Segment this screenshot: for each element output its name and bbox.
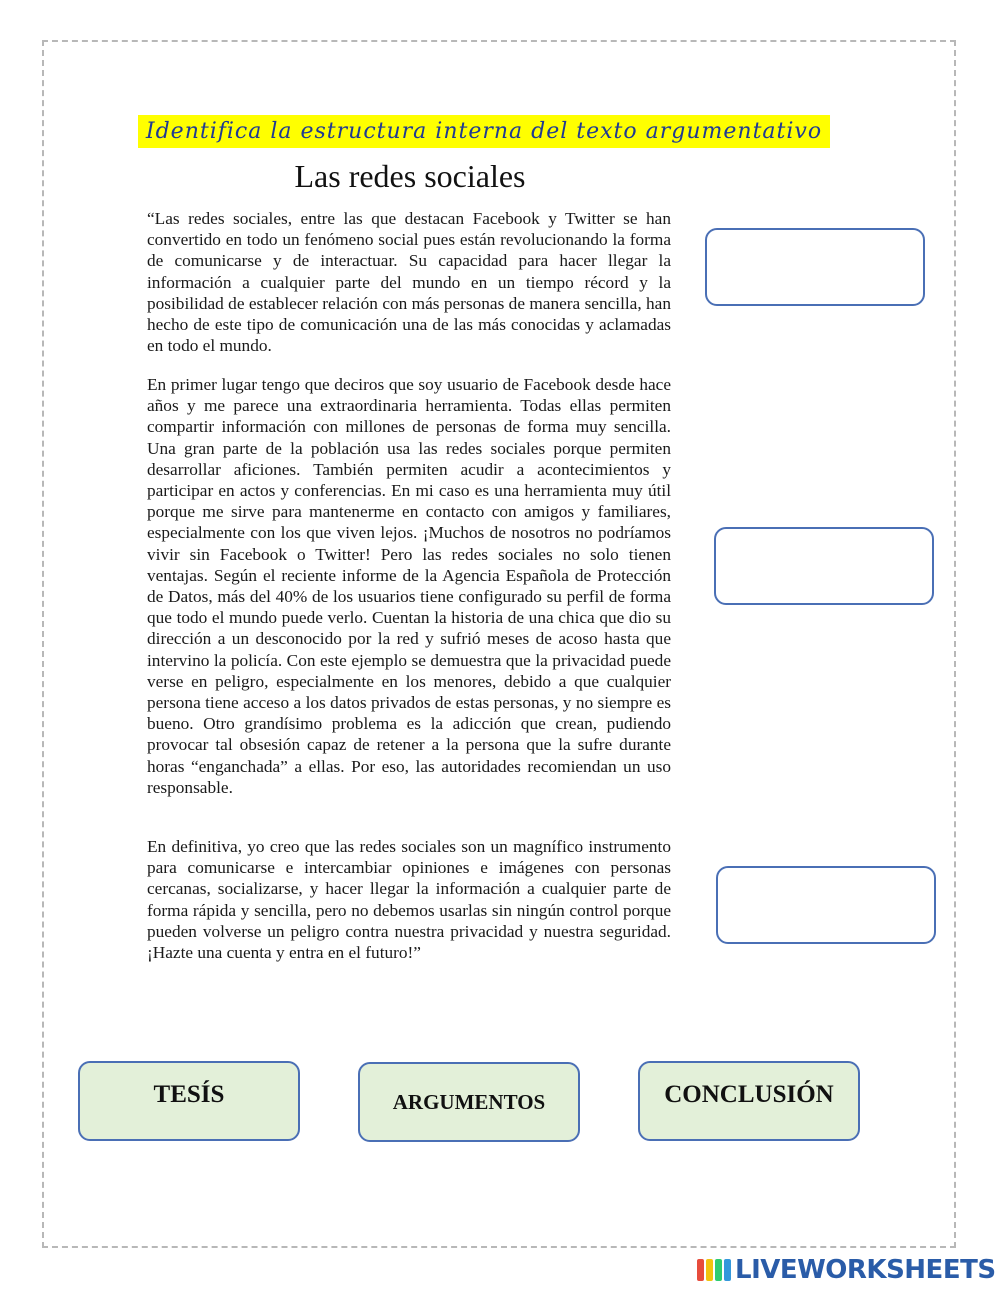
option-conclusion[interactable]: CONCLUSIÓN bbox=[638, 1061, 860, 1141]
logo-bar-i bbox=[706, 1259, 713, 1281]
logo-bar-e bbox=[724, 1259, 731, 1281]
drop-zone-2[interactable] bbox=[714, 527, 934, 605]
brand-name: LIVEWORKSHEETS bbox=[735, 1255, 996, 1285]
paragraph-arguments: En primer lugar tengo que deciros que soy usuario de Facebook desde hace años y me parece una extraordinaria herramienta. Todas ellas permiten compartir información con millones de personas de forma muy sencilla. Una gran parte de la población usa las redes sociales porque permiten desarrollar aficiones. También permiten acudir a acontecimientos y participar en actos y conferencias. En mi caso es una herramienta muy útil porque me sirve para mantenerme en contacto con amigos y familiares, especialmente con los que viven lejos. ¡Muchos de nosotros no podríamos vivir sin Facebook o Twitter! Pero las redes sociales no solo tienen ventajas. Según el reciente informe de la Agencia Española de Protección de Datos, más del 40% de los usuarios tiene configurado su perfil de forma que todo el mundo puede verlo. Cuentan la historia de una chica que dio su dirección a un desconocido por la red y sufrió meses de acoso hasta que intervino la policía. Con este ejemplo se demuestra que la privacidad puede verse en peligro, especialmente en los menores, debido a que cualquier persona tiene acceso a los datos privados de estas personas, y no siempre es bueno. Otro grandísimo problema es la adicción que crean, pudiendo provocar tal obsesión capaz de retener a la persona que la sufre durante horas “enganchada” a ellas. Por eso, las autoridades recomiendan un uso responsable. bbox=[147, 375, 671, 797]
paragraph-conclusion: En definitiva, yo creo que las redes sociales son un magnífico instrumento para comunicarse e intercambiar opiniones e imágenes con personas cercanas, socializarse, y hacer llegar la información a cualquier parte de forma rápida y sencilla, pero no debemos usarlas sin ningún control porque pueden volverse un peligro contra nuestra privacidad y nuestra seguridad. ¡Hazte una cuenta y entra en el futuro!” bbox=[147, 837, 671, 963]
option-tesis[interactable]: TESÍS bbox=[78, 1061, 300, 1141]
liveworksheets-logo bbox=[697, 1254, 996, 1286]
logo-bar-l bbox=[697, 1259, 704, 1281]
drop-zone-3[interactable] bbox=[716, 866, 936, 944]
liveworksheets-logo-icon bbox=[697, 1259, 731, 1281]
page-title: Las redes sociales bbox=[294, 158, 526, 194]
drop-zone-1[interactable] bbox=[705, 228, 925, 306]
logo-bar-v bbox=[715, 1259, 722, 1281]
instruction-heading: Identifica la estructura interna del texto argumentativo bbox=[138, 115, 830, 148]
option-argumentos[interactable]: ARGUMENTOS bbox=[358, 1062, 580, 1142]
paragraph-thesis: “Las redes sociales, entre las que destacan Facebook y Twitter se han convertido en todo un fenómeno social pues están revolucionando la forma de comunicarse y de interactuar. Su capacidad para hacer llegar la información a cualquier parte del mundo en un tiempo récord y la posibilidad de establecer relación con más personas de manera sencilla, han hecho de este tipo de comunicación una de las más conocidas y aclamadas en todo el mundo. bbox=[147, 209, 671, 356]
